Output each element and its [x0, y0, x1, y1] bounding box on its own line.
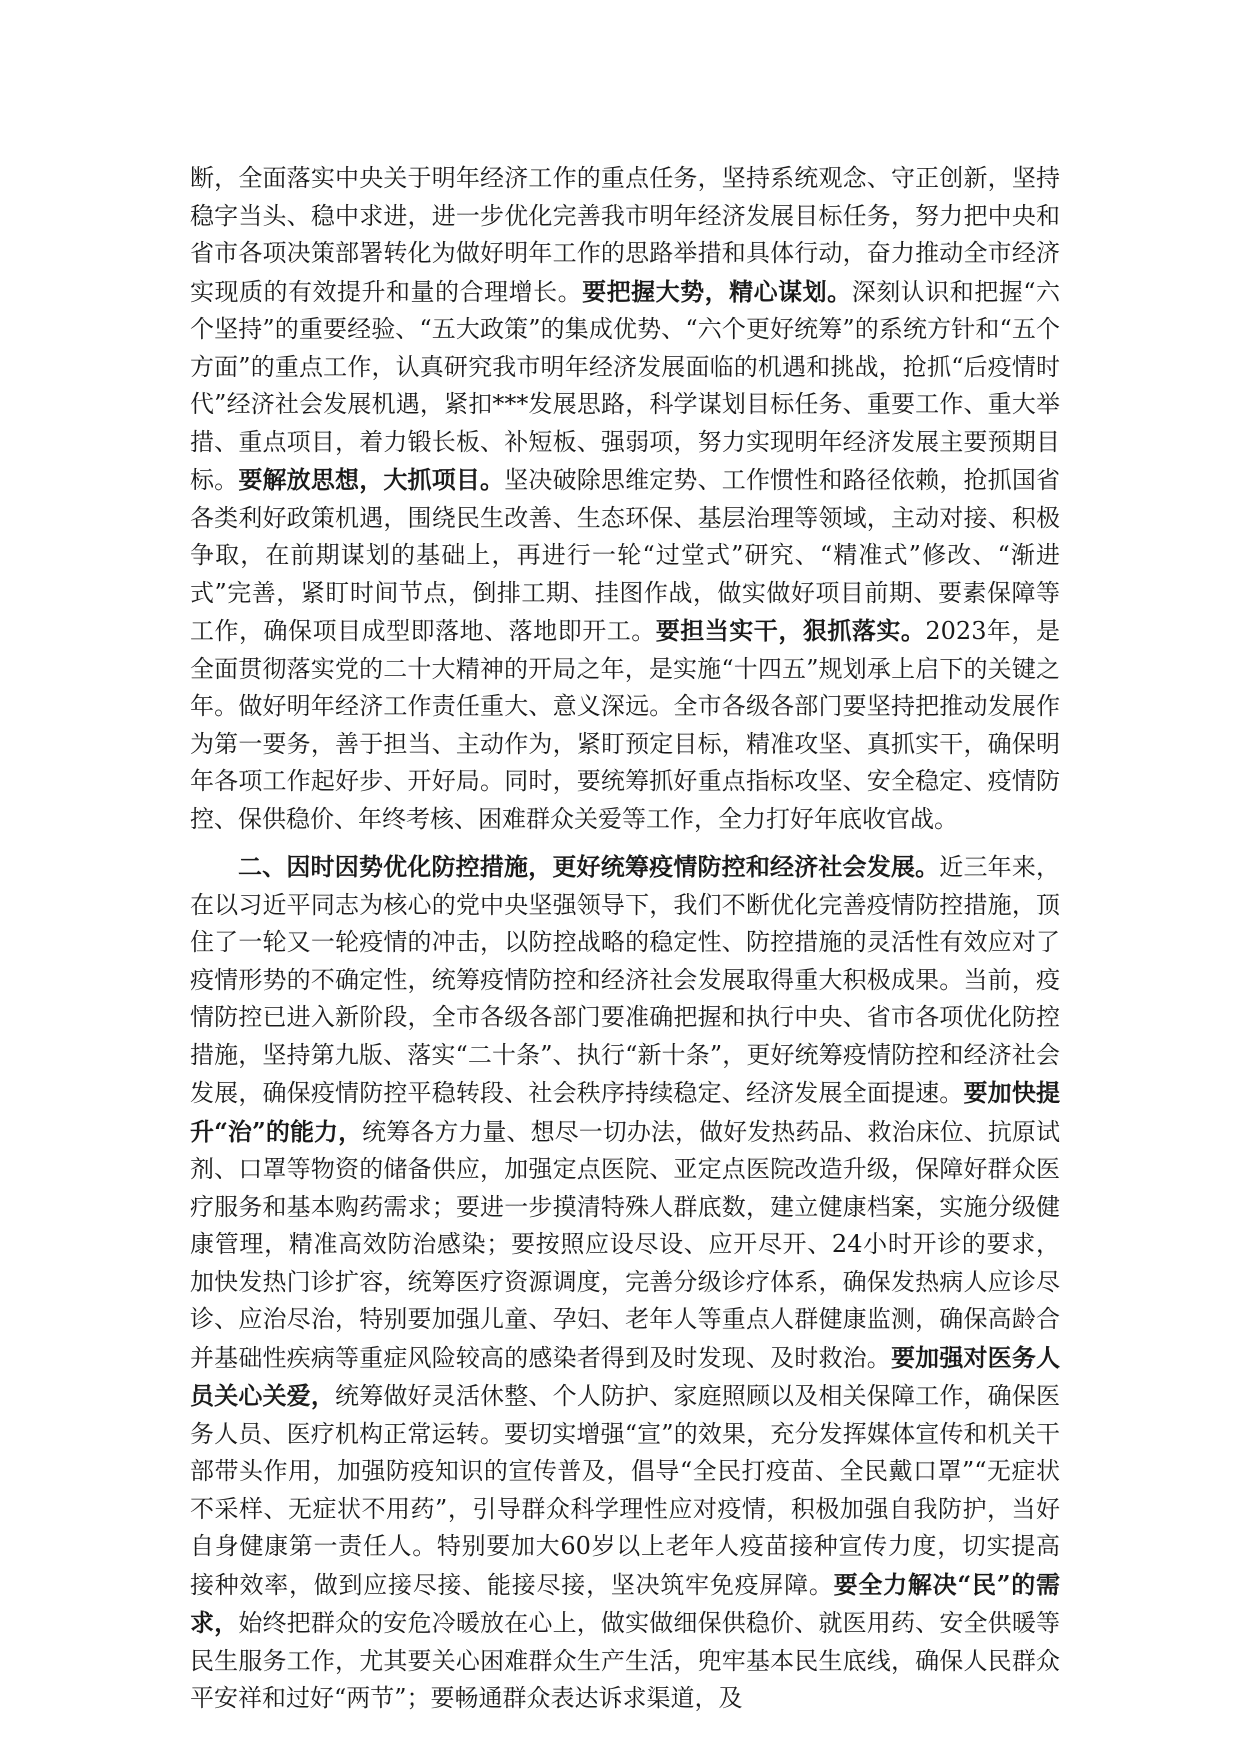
- bold-heading: 要加强对医务人员关心关爱，: [190, 1342, 1061, 1410]
- text-run: 近三年来，在以习近平同志为核心的党中央坚强领导下，我们不断优化完善疫情防控措施，顶住了一轮又一轮疫情的冲击，以防控战略的稳定性、防控措施的灵活性有效应对了疫情形势的不确定性，统筹疫情防控和经济社会发展取得重大积极成果。当前，疫情防控已进入新阶段，全市各级各部门要准确把握和执行中央、省市各项优化防控措施，坚持第九版、落实“二十条”、执行“新十条”，更好统筹疫情防控和经济社会发展，确保疫情防控平稳转段、社会秩序持续稳定、经济发展全面提速。: [190, 853, 1061, 1107]
- paragraph: [190, 160, 1060, 838]
- bold-heading: 要解放思想，大抓项目。: [238, 465, 505, 494]
- bold-heading: 要加快提升“治”的能力，: [190, 1078, 1060, 1146]
- bold-heading: 要全力解决“民”的需求，: [190, 1569, 1061, 1637]
- bold-heading: 要担当实干，狠抓落实。: [655, 616, 926, 645]
- text-run: 2023年，是全面贯彻落实党的二十大精神的开局之年，是实施“十四五”规划承上启下的关键之年。做好明年经济工作责任重大、意义深远。全市各级各部门要坚持把推动发展作为第一要务，善于担当、主动作为，紧盯预定目标，精准攻坚、真抓实干，确保明年各项工作起好步、开好局。同时，要统筹抓好重点指标攻坚、安全稳定、疫情防控、保供稳价、年终考核、困难群众关爱等工作，全力打好年底收官战。: [190, 617, 1061, 833]
- text-run: 统筹做好灵活休整、个人防护、家庭照顾以及相关保障工作，确保医务人员、医疗机构正常运转。要切实增强“宣”的效果，充分发挥媒体宣传和机关干部带头作用，加强防疫知识的宣传普及，倡导“全民打疫苗、全民戴口罩”“无症状不采样、无症状不用药”，引导群众科学理性应对疫情，积极加强自我防护，当好自身健康第一责任人。特别要加大60岁以上老年人疫苗接种宣传力度，切实提高接种效率，做到应接尽接、能接尽接，坚决筑牢免疫屏障。: [190, 1382, 1061, 1599]
- text-run: 断，全面落实中央关于明年经济工作的重点任务，坚持系统观念、守正创新，坚持稳字当头、稳中求进，进一步优化完善我市明年经济发展目标任务，努力把中央和省市各项决策部署转化为做好明年工作的思路举措和具体行动，奋力推动全市经济实现质的有效提升和量的合理增长。: [190, 164, 1060, 306]
- text-run: 坚决破除思维定势、工作惯性和路径依赖，抢抓国省各类利好政策机遇，围绕民生改善、生态环保、基层治理等领域，主动对接、积极争取，在前期谋划的基础上，再进行一轮“过堂式”研究、“精准式”修改、“渐进式”完善，紧盯时间节点，倒排工期、挂图作战，做实做好项目前期、要素保障等工作，确保项目成型即落地、落地即开工。: [190, 466, 1061, 645]
- document-body: [190, 160, 1060, 1718]
- section-heading: 二、因时因势优化防控措施，更好统筹疫情防控和经济社会发展。: [238, 852, 940, 881]
- text-run: 深刻认识和把握“六个坚持”的重要经验、“五大政策”的集成优势、“六个更好统筹”的系统方针和“五个方面”的重点工作，认真研究我市明年经济发展面临的机遇和挑战，抢抓“后疫情时代”经济社会发展机遇，紧扣***发展思路，科学谋划目标任务、重要工作、重大举措、重点项目，着力锻长板、补短板、强弱项，努力实现明年经济发展主要预期目标。: [190, 277, 1061, 494]
- bold-heading: 要把握大势，精心谋划。: [582, 276, 852, 306]
- paragraph: [190, 848, 1060, 1718]
- text-run: 始终把群众的安危冷暖放在心上，做实做细保供稳价、就医用药、安全供暖等民生服务工作，尤其要关心困难群众生产生活，兜牢基本民生底线，确保人民群众平安祥和过好“两节”；要畅通群众表达诉求渠道，及: [190, 1609, 1060, 1712]
- text-run: 统筹各方力量、想尽一切办法，做好发热药品、救治床位、抗原试剂、口罩等物资的储备供应，加强定点医院、亚定点医院改造升级，保障好群众医疗服务和基本购药需求；要进一步摸清特殊人群底数，建立健康档案，实施分级健康管理，精准高效防治感染；要按照应设尽设、应开尽开、24小时开诊的要求，加快发热门诊扩容，统筹医疗资源调度，完善分级诊疗体系，确保发热病人应诊尽诊、应治尽治，特别要加强儿童、孕妇、老年人等重点人群健康监测，确保高龄合并基础性疾病等重症风险较高的感染者得到及时发现、及时救治。: [190, 1117, 1060, 1372]
